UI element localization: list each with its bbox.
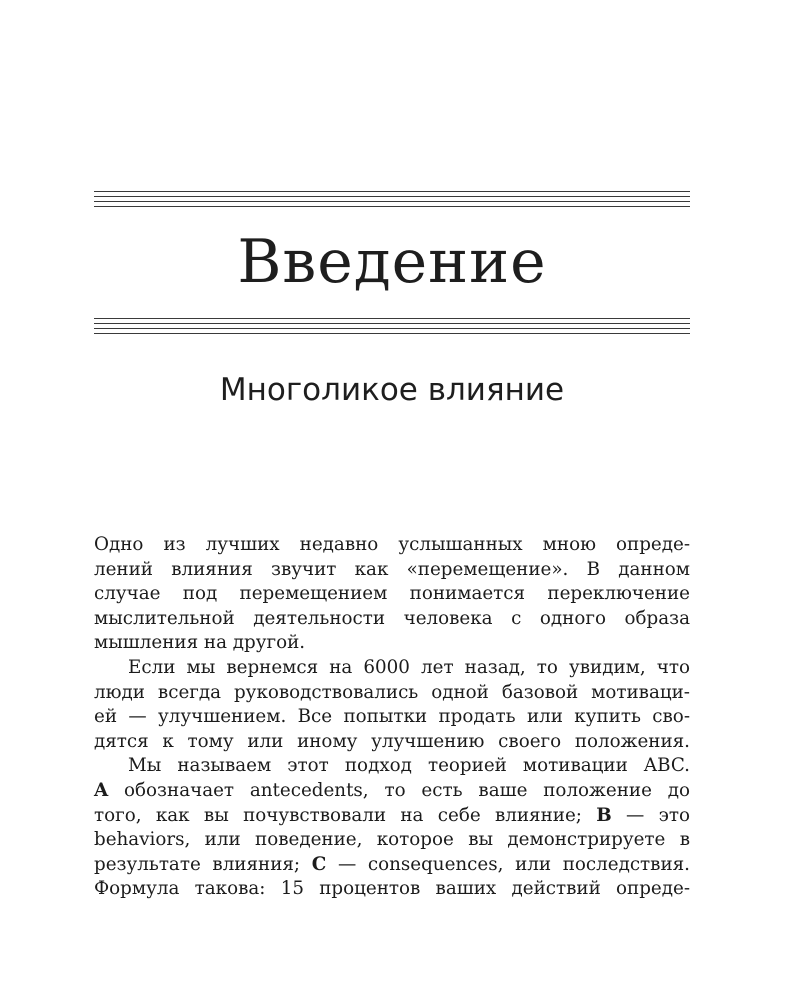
letter-a: A — [94, 779, 109, 801]
text-line — [94, 804, 690, 829]
text-fragment: того, как вы почувствовали на себе влияние; — [94, 804, 597, 826]
text-line: Формула такова: 15 процентов ваших действий опреде- — [94, 878, 690, 900]
bottom-decorative-rules — [94, 318, 690, 338]
text-line: дятся к тому или иному улучшению своего положения. — [94, 730, 690, 752]
letter-c: C — [311, 853, 327, 875]
text-line — [94, 779, 690, 804]
text-line: Если мы вернемся на 6000 лет назад, то увидим, что — [128, 656, 690, 678]
text-line: Одно из лучших недавно услышанных мною опреде- — [94, 534, 690, 555]
paragraph-2 — [94, 656, 690, 754]
text-line: мыслительной деятельности человека с одного образа — [94, 607, 690, 629]
paragraph-1 — [94, 533, 690, 656]
text-line: мышления на другой. — [94, 632, 306, 654]
a-definition: обозначает antecedents, то есть ваше положение до — [108, 779, 690, 801]
chapter-title: Введение — [237, 227, 547, 297]
text-line: Мы называем этот подход теорией мотивации ABC. — [128, 755, 690, 777]
text-fragment: — это — [611, 804, 691, 826]
text-line: ей — улучшением. Все попытки продать или купить сво- — [94, 706, 690, 728]
paragraph-3 — [94, 754, 690, 902]
chapter-subtitle: Многоликое влияние — [219, 372, 565, 408]
letter-b: B — [596, 804, 612, 826]
text-line: люди всегда руководствовались одной базовой мотиваци- — [94, 681, 690, 703]
text-line: случае под перемещением понимается переключение — [94, 583, 690, 605]
text-fragment: результате влияния; — [94, 853, 312, 875]
text-line: behaviors, или поведение, которое вы демонстрируете в — [94, 829, 690, 851]
text-line: лений влияния звучит как «перемещение». В данном — [94, 558, 690, 580]
text-fragment: — consequences, или последствия. — [326, 853, 690, 875]
top-decorative-rules — [94, 191, 690, 211]
text-line — [94, 853, 690, 878]
body-text — [94, 533, 690, 902]
